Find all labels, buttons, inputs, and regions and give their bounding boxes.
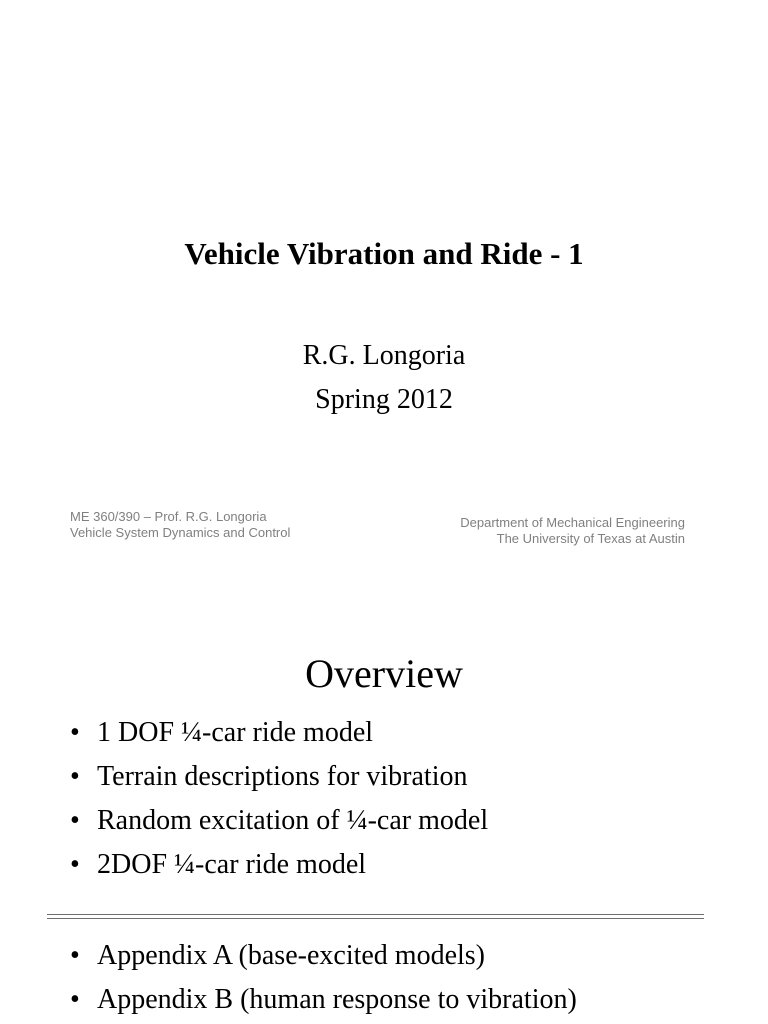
slide-title: Vehicle Vibration and Ride - 1 xyxy=(184,236,584,271)
course-footer-line-1: ME 360/390 – Prof. R.G. Longoria xyxy=(70,509,267,524)
list-item xyxy=(70,978,577,1022)
department-footer-line-1: Department of Mechanical Engineering xyxy=(460,515,685,530)
bullet-icon: • xyxy=(70,849,80,880)
list-item-text: Appendix B (human response to vibration) xyxy=(97,984,577,1015)
list-item xyxy=(70,799,488,843)
overview-bullet-list xyxy=(70,711,488,887)
bullet-icon: • xyxy=(70,805,80,836)
department-footer xyxy=(460,515,685,547)
department-footer-line-2: The University of Texas at Austin xyxy=(496,531,685,546)
list-item-text: Terrain descriptions for vibration xyxy=(97,761,468,792)
divider-rule-bottom xyxy=(47,918,704,919)
term-label: Spring 2012 xyxy=(315,384,453,415)
section-divider xyxy=(47,914,704,919)
list-item xyxy=(70,934,577,978)
list-item-text: 1 DOF ¼-car ride model xyxy=(97,717,374,748)
bullet-icon: • xyxy=(70,761,80,792)
author-name: R.G. Longoria xyxy=(302,340,466,371)
overview-heading: Overview xyxy=(305,651,463,696)
list-item xyxy=(70,755,488,799)
list-item-text: Appendix A (base-excited models) xyxy=(97,940,486,971)
bullet-icon: • xyxy=(70,940,80,971)
divider-rule-top xyxy=(47,914,704,915)
course-footer-line-2: Vehicle System Dynamics and Control xyxy=(70,525,291,540)
appendix-bullet-list xyxy=(70,934,577,1022)
bullet-icon: • xyxy=(70,984,80,1015)
list-item xyxy=(70,711,488,755)
list-item-text: Random excitation of ¼-car model xyxy=(97,805,489,836)
bullet-icon: • xyxy=(70,717,80,748)
list-item xyxy=(70,843,488,887)
course-footer xyxy=(70,509,290,541)
list-item-text: 2DOF ¼-car ride model xyxy=(97,849,367,880)
